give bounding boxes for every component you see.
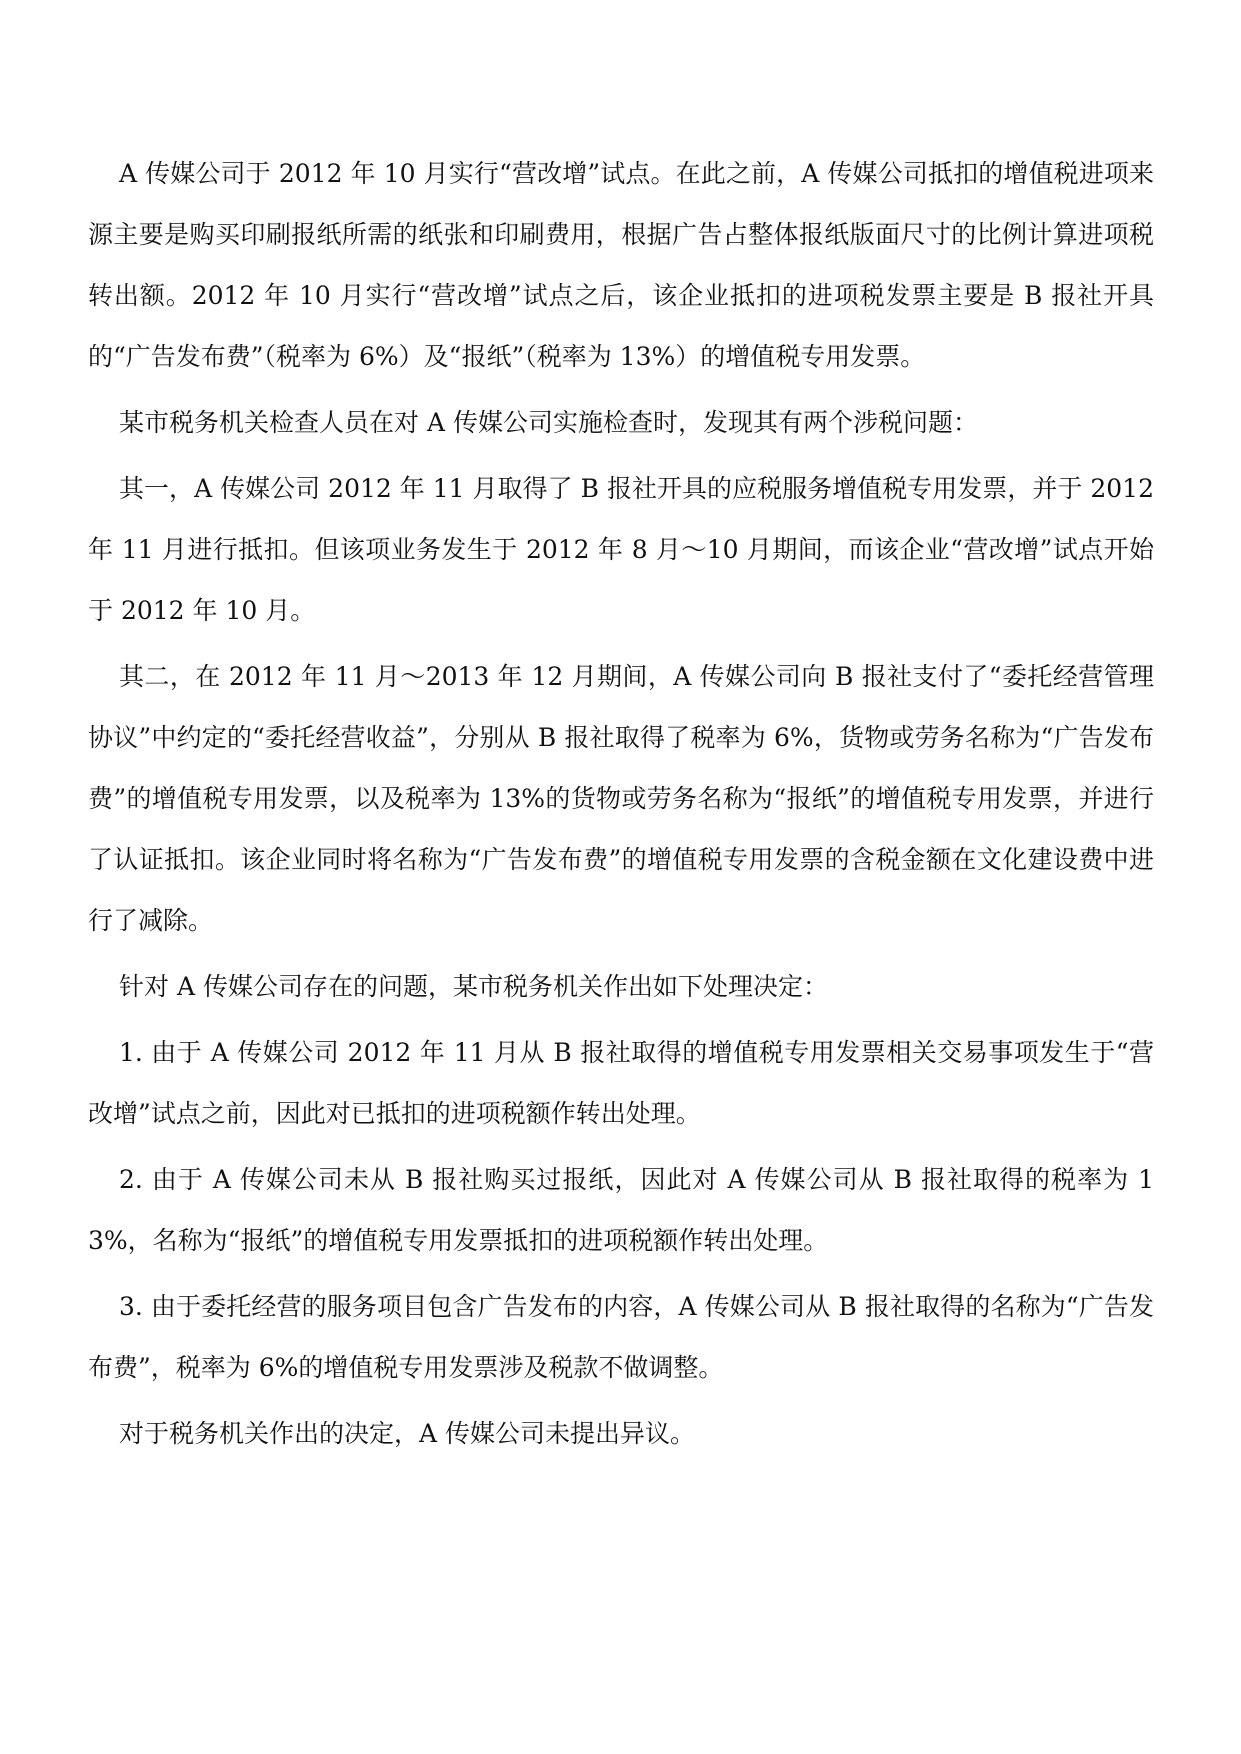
paragraph-issue-one: 其一，A 传媒公司 2012 年 11 月取得了 B 报社开具的应税服务增值税专用发票，并于 2012 年 11 月进行抵扣。但该项业务发生于 2012 年 8 月～10 月期间，而该企业“营改增”试点开始于 2012 年 10 月。 <box>88 474 1154 625</box>
paragraph-decision-three: 3. 由于委托经营的服务项目包含广告发布的内容，A 传媒公司从 B 报社取得的名称为“广告发布费”，税率为 6%的增值税专用发票涉及税款不做调整。 <box>88 1292 1154 1382</box>
paragraph-issue-two: 其二，在 2012 年 11 月～2013 年 12 月期间，A 传媒公司向 B 报社支付了“委托经营管理协议”中约定的“委托经营收益”，分别从 B 报社取得了税率为 6%，货物或劳务名称为“广告发布费”的增值税专用发票，以及税率为 13%的货物或劳务名称为“报纸”的增值税专用发票，并进行了认证抵扣。该企业同时将名称为“广告发布费”的增值税专用发票的含税金额在文化建设费中进行了减除。 <box>88 662 1154 935</box>
paragraph-decision-intro: 针对 A 传媒公司存在的问题，某市税务机关作出如下处理决定： <box>119 972 828 1001</box>
paragraph-conclusion: 对于税务机关作出的决定，A 传媒公司未提出异议。 <box>119 1419 696 1448</box>
paragraph-decision-one: 1. 由于 A 传媒公司 2012 年 11 月从 B 报社取得的增值税专用发票相关交易事项发生于“营改增”试点之前，因此对已抵扣的进项税额作转出处理。 <box>88 1038 1154 1128</box>
paragraph-background: A 传媒公司于 2012 年 10 月实行“营改增”试点。在此之前，A 传媒公司抵扣的增值税进项来源主要是购买印刷报纸所需的纸张和印刷费用，根据广告占整体报纸版面尺寸的比例计算进项税转出额。2012 年 10 月实行“营改增”试点之后，该企业抵扣的进项税发票主要是 B 报社开具的“广告发布费”（税率为 6%）及“报纸”（税率为 13%）的增值税专用发票。 <box>88 159 1154 371</box>
document-body <box>88 143 1154 1464</box>
paragraph-decision-two: 2. 由于 A 传媒公司未从 B 报社购买过报纸，因此对 A 传媒公司从 B 报社取得的税率为 13%，名称为“报纸”的增值税专用发票抵扣的进项税额作转出处理。 <box>88 1165 1154 1255</box>
paragraph-inspection-intro: 某市税务机关检查人员在对 A 传媒公司实施检查时，发现其有两个涉税问题： <box>119 408 978 437</box>
